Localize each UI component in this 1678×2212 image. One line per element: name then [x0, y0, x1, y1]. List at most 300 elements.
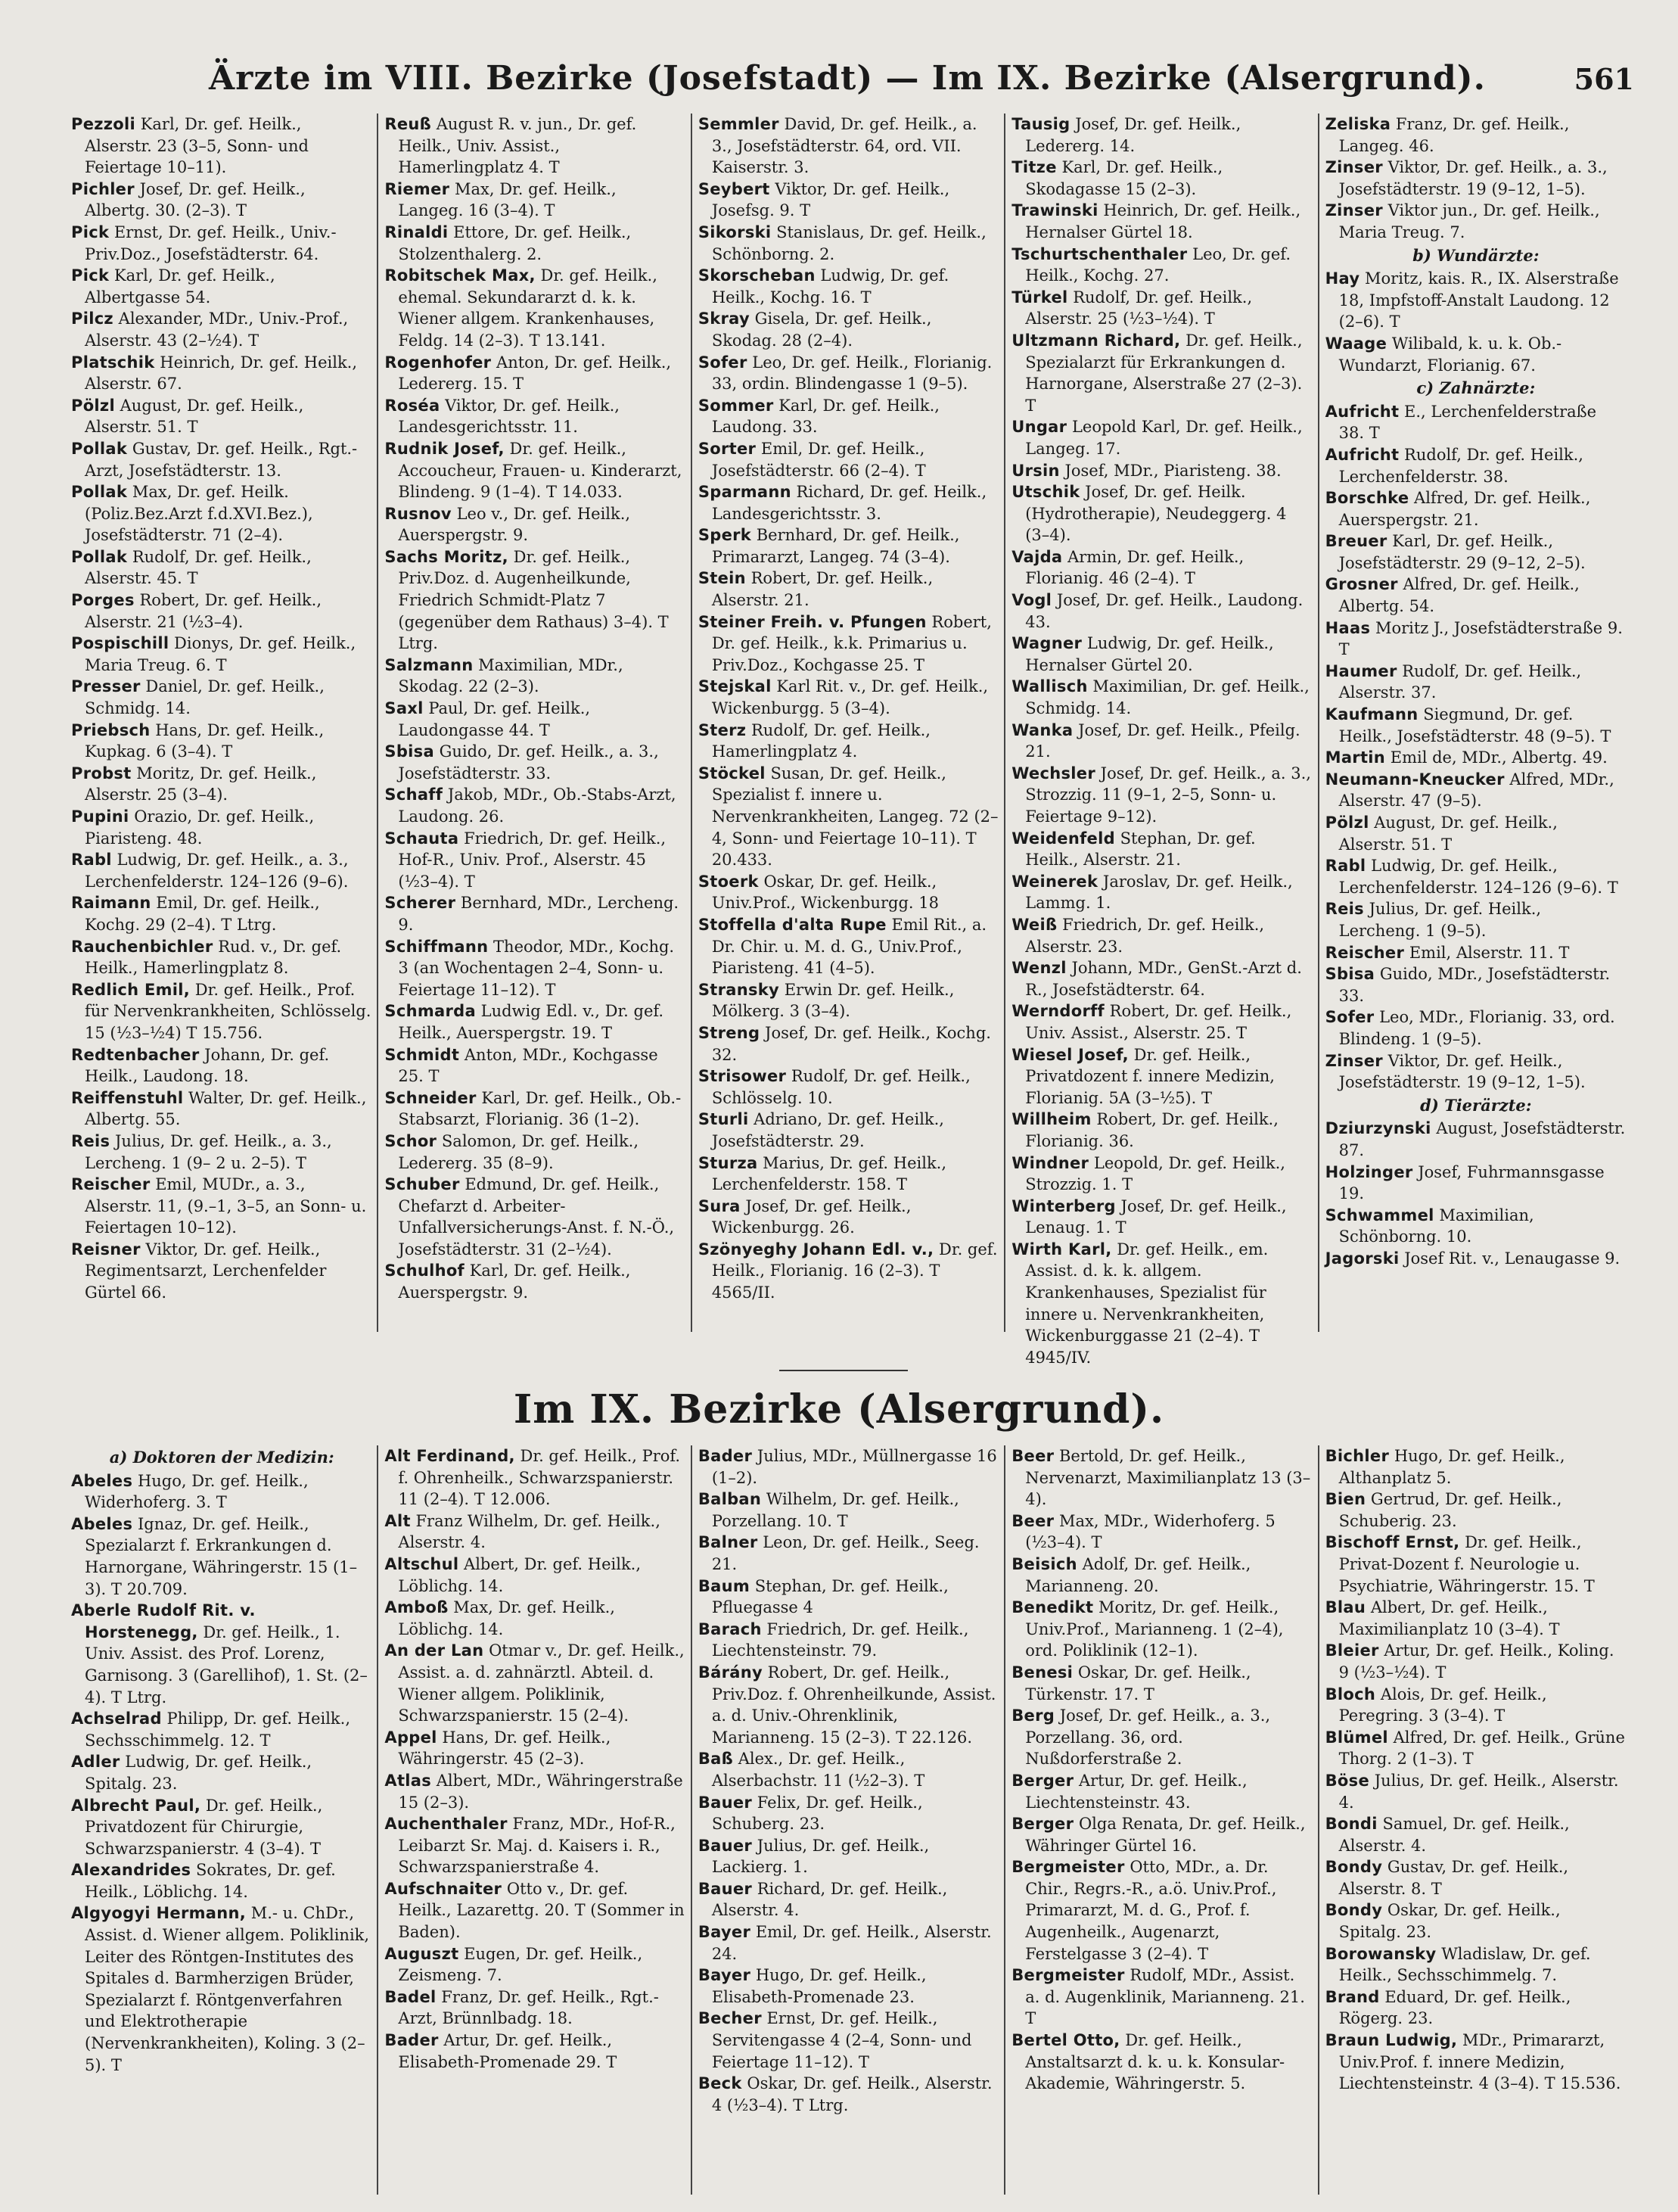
entry-name: Weidenfeld: [1011, 829, 1115, 848]
entry-name: Berger: [1011, 1815, 1074, 1834]
entry-name: Sura: [698, 1196, 741, 1215]
directory-entry: [384, 784, 685, 827]
directory-entry: [1011, 957, 1313, 1000]
directory-entry: [1011, 1856, 1313, 1965]
directory-entry: [698, 676, 999, 719]
directory-entry: [698, 1532, 999, 1575]
entry-details: Hugo, Dr. gef. Heilk., Widerhoferg. 3. T: [85, 1471, 309, 1512]
entry-details: Felix, Dr. gef. Heilk., Schuberg. 23.: [711, 1793, 923, 1834]
directory-column: [65, 1445, 377, 2195]
entry-details: Bertold, Dr. gef. Heilk., Nervenarzt, Maximilianplatz 13 (3–4).: [1025, 1447, 1311, 1509]
entry-name: Strisower: [698, 1067, 787, 1086]
entry-name: Zinser: [1325, 201, 1383, 220]
directory-entry: [1011, 2030, 1313, 2095]
entry-name: Borowansky: [1325, 1944, 1437, 1963]
entry-name: Wanka: [1011, 720, 1074, 739]
entry-details: Hugo, Dr. gef. Heilk., Althanplatz 5.: [1338, 1447, 1565, 1487]
entry-name: Werndorff: [1011, 1002, 1105, 1021]
entry-details: Hans, Dr. gef. Heilk., Kupkag. 6 (3–4). T: [85, 720, 325, 761]
entry-details: August, Dr. gef. Heilk., Alserstr. 51. T: [1338, 814, 1558, 854]
directory-entry: [1011, 1196, 1313, 1239]
directory-entry: [698, 1239, 999, 1304]
entry-name: Salzmann: [384, 655, 474, 674]
entry-details: Wladislaw, Dr. gef. Heilk., Sechsschimmelg. 7.: [1338, 1944, 1591, 1985]
section-title: Im IX. Bezirke (Alsergrund).: [513, 1386, 1165, 1433]
entry-name: Böse: [1325, 1771, 1370, 1790]
entry-name: Bergmeister: [1011, 1858, 1125, 1877]
subsection-heading: d) Tierärzte:: [1420, 1095, 1532, 1115]
entry-details: Heinrich, Dr. gef. Heilk., Hernalser Gürtel 18.: [1025, 201, 1301, 241]
directory-entry: [1325, 1856, 1627, 1899]
entry-name: Rabl: [71, 851, 112, 870]
entry-name: Aufricht: [1325, 402, 1400, 421]
directory-entry: [384, 114, 685, 179]
directory-column: [1004, 1445, 1317, 2195]
entry-name: Stein: [698, 569, 746, 588]
entry-name: Bloch: [1325, 1685, 1376, 1703]
entry-details: Johann, MDr., GenSt.-Arzt d. R., Josefstädterstr. 64.: [1025, 959, 1302, 999]
entry-name: Waage: [1325, 334, 1387, 353]
entry-details: Hugo, Dr. gef. Heilk., Elisabeth-Promenade 23.: [711, 1966, 927, 2006]
entry-details: Otto v., Dr. gef. Heilk., Lazarettg. 20. T (Sommer in Baden).: [398, 1879, 685, 1942]
entry-name: Jagorski: [1325, 1249, 1400, 1268]
entry-name: Schuber: [384, 1175, 460, 1194]
entry-name: Bischoff Ernst,: [1325, 1533, 1460, 1552]
directory-column: [691, 1445, 1004, 2195]
entry-details: Dr. gef. Heilk., 1. Univ. Assist. des Prof. Lorenz, Garnisong. 3 (Garellihof), 1. St. (2–4). T Ltrg.: [85, 1622, 368, 1706]
entry-details: Josef, Dr. gef. Heilk., Albertg. 30. (2–3). T: [85, 179, 306, 220]
entry-name: Sturza: [698, 1153, 758, 1172]
directory-entry: [698, 222, 999, 265]
entry-details: Karl, Dr. gef. Heilk., Josefstädterstr. 29 (9–12, 2–5).: [1338, 532, 1586, 572]
entry-name: Pölzl: [1325, 814, 1369, 832]
entry-name: Neumann-Kneucker: [1325, 770, 1505, 789]
entry-name: Reis: [71, 1131, 110, 1150]
directory-entry: [384, 1044, 685, 1087]
entry-name: Alt: [384, 1511, 411, 1530]
entry-name: Amboß: [384, 1598, 449, 1617]
entry-name: Platschik: [71, 353, 155, 372]
entry-details: Ludwig, Dr. gef. Heilk., Lerchenfelderstr. 124–126 (9–6). T: [1338, 857, 1618, 897]
directory-entry: [698, 1153, 999, 1196]
directory-entry: [1325, 855, 1627, 898]
directory-entry: [71, 179, 372, 222]
entry-name: Pupini: [71, 807, 129, 826]
directory-entry: [384, 1878, 685, 1943]
entry-name: Barach: [698, 1619, 762, 1638]
directory-entry: [384, 1597, 685, 1640]
entry-name: Redlich Emil,: [71, 980, 191, 999]
entry-name: Auguszt: [384, 1944, 459, 1963]
directory-entry: [698, 1662, 999, 1748]
entry-name: Bárány: [698, 1663, 763, 1682]
entry-name: Seybert: [698, 179, 770, 198]
entry-details: Robert, Dr. gef. Heilk., k.k. Primarius u. Priv.Doz., Kochgasse 25. T: [711, 612, 992, 674]
directory-entry: [1325, 268, 1627, 333]
directory-entry: [1325, 1050, 1627, 1094]
entry-details: Samuel, Dr. gef. Heilk., Alserstr. 4.: [1338, 1815, 1570, 1855]
entry-details: Karl, Dr. gef. Heilk., Laudong. 33.: [711, 396, 940, 437]
entry-name: Auchenthaler: [384, 1815, 508, 1834]
entry-name: Bayer: [698, 1966, 751, 1985]
entry-details: Emil Rit., a. Dr. Chir. u. M. d. G., Univ.Prof., Piaristeng. 41 (4–5).: [711, 915, 987, 978]
entry-details: Jakob, MDr., Ob.-Stabs-Arzt, Laudong. 26.: [398, 786, 676, 826]
entry-details: Alfred, Dr. gef. Heilk., Auerspergstr. 21.: [1338, 489, 1591, 529]
entry-details: Heinrich, Dr. gef. Heilk., Alserstr. 67.: [85, 353, 358, 394]
entry-name: Bader: [384, 2031, 439, 2050]
entry-name: Sommer: [698, 396, 774, 415]
directory-entry: [71, 308, 372, 351]
directory-entry: [384, 1813, 685, 1878]
section-divider: [779, 1370, 908, 1371]
entry-name: Skorscheban: [698, 266, 816, 285]
directory-entry: [384, 438, 685, 503]
entry-name: Utschik: [1011, 483, 1080, 502]
directory-entry: [1325, 1118, 1627, 1161]
entry-details: Karl, Dr. gef. Heilk., Auerspergstr. 9.: [398, 1262, 631, 1302]
entry-name: Schiffmann: [384, 937, 489, 956]
entry-details: Josef, Dr. gef. Heilk., Lenaug. 1. T: [1025, 1196, 1287, 1237]
directory-entry: [1325, 1727, 1627, 1770]
directory-entry: [1011, 1109, 1313, 1152]
directory-entry: [698, 568, 999, 611]
entry-name: Wenzl: [1011, 959, 1067, 978]
running-header-title: Ärzte im VIII. Bezirke (Josefstadt) — Im IX. Bezirke (Alsergrund).: [209, 59, 1486, 98]
entry-details: Dr. gef. Heilk., ehemal. Sekundararzt d. k. k. Wiener allgem. Krankenhauses, Feldg. 14 (2–3). T 13.141.: [398, 266, 657, 350]
directory-column: [1004, 114, 1317, 1367]
directory-entry: [1011, 244, 1313, 287]
directory-entry: [71, 222, 372, 265]
entry-name: Rogenhofer: [384, 353, 492, 372]
entry-details: Adolf, Dr. gef. Heilk., Marianneng. 20.: [1025, 1554, 1251, 1595]
entry-details: Dr. gef. Heilk., Priv.Doz. d. Augenheilkunde, Friedrich Schmidt-Platz 7 (gegenüber dem Rathaus) 3–4). T Ltrg.: [398, 547, 669, 653]
directory-entry: [698, 763, 999, 871]
directory-entry: [71, 806, 372, 849]
entry-name: Probst: [71, 764, 132, 782]
entry-name: Kaufmann: [1325, 705, 1419, 724]
entry-name: Redtenbacher: [71, 1045, 200, 1064]
entry-details: Josef, Dr. gef. Heilk. (Hydrotherapie), Neudeggerg. 4 (3–4).: [1025, 483, 1287, 545]
entry-details: Ettore, Dr. gef. Heilk., Stolzenthalerg. 2.: [398, 222, 632, 263]
entry-name: Sperk: [698, 526, 752, 545]
directory-entry: [1011, 200, 1313, 243]
entry-name: Tausig: [1011, 115, 1071, 133]
directory-entry: [1325, 1162, 1627, 1205]
directory-entry: [71, 1087, 372, 1131]
directory-entry: [1011, 720, 1313, 763]
page-header: [61, 59, 1634, 104]
entry-name: Pollak: [71, 439, 128, 458]
entry-name: Sikorski: [698, 222, 772, 241]
entry-name: Pichler: [71, 179, 135, 198]
directory-entry: [1011, 1662, 1313, 1705]
directory-entry: [384, 546, 685, 655]
entry-name: Türkel: [1011, 288, 1068, 306]
entry-details: Max, Dr. gef. Heilk., Löblichg. 14.: [398, 1598, 615, 1638]
directory-entry: [71, 1708, 372, 1751]
directory-entry: [71, 265, 372, 308]
entry-name: Aufschnaiter: [384, 1879, 502, 1898]
entry-name: Zeliska: [1325, 115, 1391, 133]
entry-name: Ungar: [1011, 418, 1067, 437]
entry-name: Benesi: [1011, 1663, 1074, 1682]
directory-entry: [71, 1239, 372, 1304]
entry-details: Salomon, Dr. gef. Heilk., Ledererg. 35 (8–9).: [398, 1131, 639, 1172]
entry-details: Robert, Dr. gef. Heilk., Alserstr. 21 (½3–4).: [85, 591, 322, 631]
directory-entry: [1011, 871, 1313, 914]
entry-name: Becher: [698, 2009, 762, 2028]
entry-details: Ludwig, Dr. gef. Heilk., Hernalser Gürtel 20.: [1025, 634, 1274, 674]
entry-name: Reisner: [71, 1240, 141, 1258]
directory-entry: [1325, 1770, 1627, 1813]
entry-details: Viktor, Dr. gef. Heilk., a. 3., Josefstädterstr. 19 (9–12, 1–5).: [1338, 158, 1608, 198]
entry-details: Bernhard, MDr., Lercheng. 9.: [398, 894, 679, 934]
entry-name: Baum: [698, 1576, 750, 1595]
entry-name: Zinser: [1325, 158, 1383, 177]
entry-name: Willheim: [1011, 1110, 1092, 1129]
entry-name: Porges: [71, 591, 135, 610]
entry-name: Reischer: [1325, 943, 1405, 962]
entry-name: Rinaldi: [384, 222, 449, 241]
entry-name: Schwammel: [1325, 1206, 1434, 1224]
entry-details: August R. v. jun., Dr. gef. Heilk., Univ. Assist., Hamerlingplatz 4. T: [398, 115, 637, 177]
entry-name: Titze: [1011, 158, 1057, 177]
entry-details: Gustav, Dr. gef. Heilk., Alserstr. 8. T: [1338, 1858, 1569, 1898]
entry-name: Badel: [384, 1987, 437, 2006]
directory-entry: [1325, 942, 1627, 964]
entry-name: Zinser: [1325, 1051, 1383, 1070]
entry-details: Wilhelm, Dr. gef. Heilk., Porzellang. 10. T: [711, 1490, 959, 1530]
directory-entry: [698, 179, 999, 222]
directory-entry: [1325, 1248, 1627, 1270]
directory-entry: [384, 265, 685, 351]
directory-entry: [1011, 1597, 1313, 1662]
directory-entry: [1325, 487, 1627, 530]
directory-entry: [698, 1921, 999, 1965]
directory-entry: [1325, 157, 1627, 200]
entry-details: Dr. gef. Heilk., Prof. f. Ohrenheilk., Schwarzspanierstr. 11 (2–4). T 12.006.: [398, 1447, 681, 1509]
directory-entry: [698, 395, 999, 438]
entry-details: Rud. v., Dr. gef. Heilk., Hamerlingplatz 8.: [85, 937, 342, 978]
entry-details: Olga Renata, Dr. gef. Heilk., Währinger Gürtel 16.: [1025, 1815, 1306, 1855]
directory-entry: [1011, 1000, 1313, 1044]
entry-details: Wilibald, k. u. k. Ob.-Wundarzt, Florianig. 67.: [1338, 334, 1562, 375]
directory-entry: [71, 936, 372, 979]
directory-entry: [698, 2073, 999, 2116]
directory-entry: [1325, 963, 1627, 1006]
entry-name: Schmidt: [384, 1045, 460, 1064]
entry-details: Josef, Dr. gef. Heilk., Pfeilg. 21.: [1025, 720, 1300, 761]
entry-name: Reiffenstuhl: [71, 1088, 184, 1107]
entry-name: Brand: [1325, 1987, 1380, 2006]
entry-name: Pollak: [71, 483, 128, 502]
directory-entry: [384, 1510, 685, 1554]
directory-entry: [71, 352, 372, 395]
entry-details: Josef Rit. v., Lenaugasse 9.: [1404, 1249, 1621, 1268]
directory-entry: [1011, 481, 1313, 546]
directory-entry: [698, 2008, 999, 2073]
directory-entry: [1011, 1770, 1313, 1813]
directory-entry: [1325, 401, 1627, 444]
directory-entry: [1325, 1532, 1627, 1597]
entry-name: Sterz: [698, 720, 747, 739]
entry-name: Schulhof: [384, 1262, 465, 1280]
entry-name: Scherer: [384, 894, 456, 913]
entry-details: Max, MDr., Widerhoferg. 5 (½3–4). T: [1025, 1511, 1276, 1552]
entry-name: Wagner: [1011, 634, 1083, 653]
entry-details: Eduard, Dr. gef. Heilk., Rögerg. 23.: [1338, 1987, 1571, 2028]
directory-entry: [1325, 1899, 1627, 1943]
entry-details: Josef, Dr. gef. Heilk., a. 3., Porzellang. 36, ord. Nußdorferstraße 2.: [1025, 1706, 1271, 1769]
directory-entry: [1325, 898, 1627, 941]
entry-name: Bleier: [1325, 1641, 1379, 1660]
entry-details: Albert, Dr. gef. Heilk., Maximilianplatz 10 (3–4). T: [1338, 1598, 1560, 1638]
entry-name: Borschke: [1325, 489, 1409, 508]
directory-entry: [1011, 416, 1313, 459]
entry-name: Breuer: [1325, 532, 1387, 551]
entry-name: Vogl: [1011, 591, 1052, 610]
directory-entry: [1011, 633, 1313, 676]
directory-entry: [698, 352, 999, 395]
directory-entry: [384, 828, 685, 893]
directory-entry: [71, 395, 372, 438]
directory-entry: [698, 524, 999, 568]
directory-entry: [71, 1174, 372, 1239]
entry-name: Baß: [698, 1750, 733, 1769]
entry-details: Ludwig, Dr. gef. Heilk., Spitalg. 23.: [85, 1753, 312, 1793]
directory-entry: [1325, 574, 1627, 617]
entry-details: Leopold Karl, Dr. gef. Heilk., Langeg. 17.: [1025, 418, 1303, 458]
directory-entry: [384, 1445, 685, 1510]
directory-entry: [698, 1489, 999, 1532]
entry-details: Artur, Dr. gef. Heilk., Koling. 9 (½3–½4). T: [1338, 1641, 1614, 1682]
entry-name: Berg: [1011, 1706, 1055, 1725]
entry-name: Benedikt: [1011, 1598, 1094, 1617]
entry-details: Dr. gef. Heilk., Florianig. 16 (2–3). T 4565/II.: [711, 1240, 998, 1302]
entry-name: Bergmeister: [1011, 1966, 1125, 1985]
directory-entry: [1325, 114, 1627, 157]
directory-entry: [1325, 1597, 1627, 1640]
entry-name: Wirth Karl,: [1011, 1240, 1112, 1258]
directory-entry: [698, 611, 999, 677]
directory-entry: [71, 546, 372, 590]
entry-details: Franz, Dr. gef. Heilk., Rgt.-Arzt, Brünnlbadg. 18.: [398, 1987, 659, 2028]
entry-details: Julius, Dr. gef. Heilk., Lackierg. 1.: [711, 1836, 930, 1877]
entry-details: Otmar v., Dr. gef. Heilk., Assist. a. d. zahnärztl. Abteil. d. Wiener allgem. Poliklinik, Schwarzspanierstr. 15 (2–4).: [398, 1641, 685, 1725]
entry-name: Sachs Moritz,: [384, 547, 508, 566]
entry-details: Max, Dr. gef. Heilk. (Poliz.Bez.Arzt f.d.XVI.Bez.), Josefstädterstr. 71 (2–4).: [85, 483, 313, 545]
entry-name: Pollak: [71, 547, 128, 566]
entry-name: Rusnov: [384, 504, 452, 523]
entry-name: Ursin: [1011, 461, 1060, 480]
entry-details: Rudolf, Dr. gef. Heilk., Hamerlingplatz 4.: [711, 720, 931, 761]
entry-name: Holzinger: [1325, 1162, 1413, 1181]
entry-details: Rudolf, Dr. gef. Heilk., Lerchenfelderstr. 38.: [1338, 445, 1583, 486]
entry-details: Gisela, Dr. gef. Heilk., Skodag. 28 (2–4).: [711, 310, 932, 350]
entry-details: Dr. gef. Heilk., em. Assist. d. k. k. allgem. Krankenhauses, Spezialist für innere u. Nervenkrankheiten, Wickenburggasse 21 (2–4). T 4945/IV.: [1025, 1240, 1269, 1367]
directory-entry: [71, 1470, 372, 1514]
entry-details: Friedrich, Dr. gef. Heilk., Hof-R., Univ. Prof., Alserstr. 45 (½3–4). T: [398, 829, 667, 891]
directory-entry: [698, 1792, 999, 1835]
directory-entry: [698, 1022, 999, 1066]
entry-details: Viktor jun., Dr. gef. Heilk., Maria Treug. 7.: [1338, 201, 1600, 241]
entry-details: Dr. gef. Heilk., Privat-Dozent f. Neurologie u. Psychiatrie, Währingerstr. 15. T: [1338, 1533, 1595, 1595]
entry-name: Aberle Rudolf Rit. v. Horstenegg,: [71, 1601, 256, 1641]
entry-name: Beck: [698, 2074, 742, 2093]
entry-details: Moritz, Dr. gef. Heilk., Univ.Prof., Marianneng. 1 (2–4), ord. Poliklinik (12–1).: [1025, 1598, 1284, 1660]
entry-details: Adriano, Dr. gef. Heilk., Josefstädterstr. 29.: [711, 1110, 944, 1150]
entry-details: Julius, Dr. gef. Heilk., Lercheng. 1 (9–5).: [1338, 900, 1542, 940]
directory-entry: [384, 1554, 685, 1597]
entry-details: Friedrich, Dr. gef. Heilk., Liechtensteinstr. 79.: [711, 1619, 969, 1660]
entry-details: Moritz, kais. R., IX. Alserstraße 18, Impfstoff-Anstalt Laudong. 12 (2–6). T: [1338, 269, 1619, 331]
entry-name: Sparmann: [698, 483, 791, 502]
entry-details: Karl Rit. v., Dr. gef. Heilk., Wickenburgg. 5 (3–4).: [711, 677, 989, 718]
directory-entry: [71, 720, 372, 763]
entry-name: Schauta: [384, 829, 459, 848]
entry-details: Alex., Dr. gef. Heilk., Alserbachstr. 11 (½2–3). T: [711, 1750, 925, 1790]
entry-name: Riemer: [384, 179, 450, 198]
directory-entry: [698, 914, 999, 979]
entry-name: Tschurtschenthaler: [1011, 244, 1188, 263]
entry-details: Robert, Dr. gef. Heilk., Univ. Assist., Alserstr. 25. T: [1025, 1002, 1292, 1042]
directory-entry: [71, 1514, 372, 1600]
entry-details: Oskar, Dr. gef. Heilk., Univ.Prof., Wickenburgg. 18: [711, 872, 939, 913]
directory-entry: [384, 698, 685, 741]
directory-entry: [698, 1576, 999, 1619]
entry-name: Martin: [1325, 748, 1386, 767]
entry-name: Windner: [1011, 1153, 1089, 1172]
entry-details: Ernst, Dr. gef. Heilk., Servitengasse 4 (2–4, Sonn- und Feiertage 11–12). T: [711, 2009, 972, 2071]
entry-details: Friedrich, Dr. gef. Heilk., Alserstr. 23.: [1025, 915, 1265, 956]
directory-entry: [1325, 444, 1627, 487]
directory-entry: [71, 1131, 372, 1174]
entry-details: Ludwig Edl. v., Dr. gef. Heilk., Auerspergstr. 19. T: [398, 1002, 664, 1042]
directory-entry: [384, 655, 685, 698]
entry-name: Vajda: [1011, 547, 1063, 566]
entry-details: E., Lerchenfelderstraße 38. T: [1338, 402, 1597, 443]
directory-entry: [1011, 460, 1313, 482]
directory-entry: [698, 871, 999, 914]
entry-name: Hay: [1325, 269, 1360, 288]
directory-entry: [1011, 828, 1313, 871]
directory-entry: [698, 1748, 999, 1791]
directory-entry: [384, 1986, 685, 2030]
entry-details: Max, Dr. gef. Heilk., Langeg. 16 (3–4). T: [398, 179, 617, 220]
entry-name: Stransky: [698, 980, 780, 999]
entry-details: Viktor, Dr. gef. Heilk., Josefsg. 9. T: [711, 179, 950, 220]
directory-entry: [698, 308, 999, 351]
entry-name: Steiner Freih. v. Pfungen: [698, 612, 927, 631]
directory-entry: [384, 892, 685, 935]
directory-entry: [1011, 546, 1313, 590]
entry-details: Maximilian, Dr. gef. Heilk., Schmidg. 14.: [1025, 677, 1310, 718]
directory-entry: [1011, 157, 1313, 200]
directory-entry: [1011, 1510, 1313, 1554]
directory-entry: [1011, 1965, 1313, 2030]
directory-entry: [1011, 590, 1313, 633]
entry-details: Ludwig, Dr. gef. Heilk., a. 3., Lerchenfelderstr. 124–126 (9–6).: [85, 851, 349, 891]
entry-details: Moritz J., Josefstädterstraße 9. T: [1338, 618, 1623, 659]
entry-details: Oskar, Dr. gef. Heilk., Alserstr. 4 (½3–4). T Ltrg.: [711, 2074, 993, 2114]
entry-name: Skray: [698, 310, 750, 328]
entry-details: Emil, Dr. gef. Heilk., Alserstr. 24.: [711, 1923, 992, 1963]
entry-name: Bauer: [698, 1836, 753, 1855]
entry-name: Schneider: [384, 1088, 477, 1107]
ix-district-columns: [65, 1445, 1631, 2195]
entry-details: Orazio, Dr. gef. Heilk., Piaristeng. 48.: [85, 807, 315, 848]
entry-details: Dr. gef. Heilk., Spezialarzt für Erkrankungen d. Harnorgane, Alserstraße 27 (2–3). T: [1025, 331, 1303, 415]
